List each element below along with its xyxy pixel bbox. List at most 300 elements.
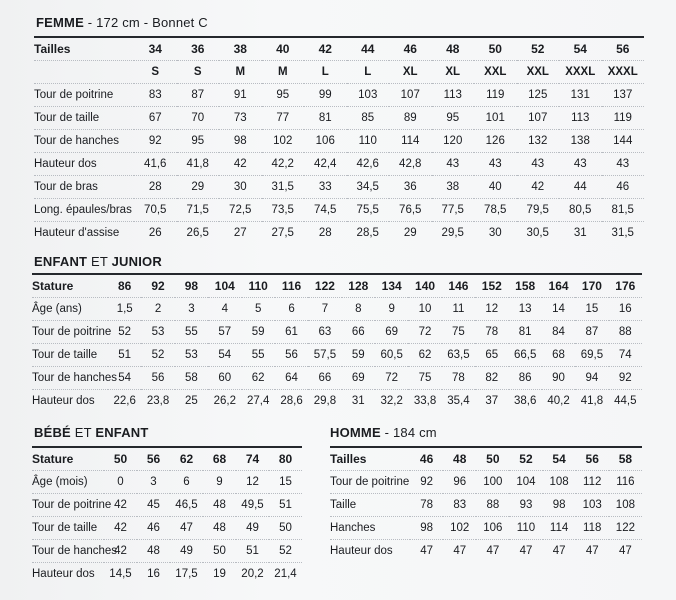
enfant-junior-title-mid: ET <box>87 254 112 269</box>
header-label: Stature <box>32 452 74 466</box>
value-cell: 26,2 <box>208 390 241 413</box>
letter-size-cell: XL <box>389 61 432 84</box>
value-cell: 41,6 <box>134 153 177 176</box>
value-cell: 125 <box>517 84 560 107</box>
value-cell: 46 <box>137 517 170 540</box>
value-cell: 113 <box>559 107 602 130</box>
value-cell: 47 <box>443 540 476 563</box>
value-cell: 65 <box>475 344 508 367</box>
header-cell: 56 <box>585 452 599 466</box>
value-cell: 93 <box>509 494 542 517</box>
header-cell: 50 <box>488 42 502 56</box>
letter-size-cell: XXL <box>517 61 560 84</box>
value-cell: 137 <box>602 84 645 107</box>
value-cell: 43 <box>517 153 560 176</box>
value-cell: 98 <box>219 130 262 153</box>
value-cell: 92 <box>134 130 177 153</box>
value-cell: 49 <box>170 540 203 563</box>
value-cell: 31,5 <box>262 176 305 199</box>
table-row <box>34 107 644 130</box>
header-row <box>32 275 642 298</box>
value-cell: 30,5 <box>517 222 560 245</box>
letter-size-cell: S <box>134 61 177 84</box>
value-cell: 33,8 <box>408 390 441 413</box>
header-cell: 48 <box>453 452 467 466</box>
value-cell: 126 <box>474 130 517 153</box>
value-cell: 102 <box>262 130 305 153</box>
value-cell: 66 <box>308 367 341 390</box>
table-row <box>330 540 642 563</box>
value-cell: 55 <box>242 344 275 367</box>
header-cell: 110 <box>248 279 268 293</box>
value-cell: 47 <box>609 540 642 563</box>
value-cell: 68 <box>542 344 575 367</box>
value-cell: 9 <box>203 471 236 494</box>
value-cell: 27 <box>219 222 262 245</box>
value-cell: 116 <box>609 471 642 494</box>
value-cell: 23,8 <box>141 390 174 413</box>
value-cell: 70 <box>177 107 220 130</box>
femme-table-body <box>34 38 644 244</box>
header-cell: 134 <box>381 279 402 293</box>
value-cell: 44,5 <box>609 390 642 413</box>
table-row <box>330 517 642 540</box>
header-cell: 50 <box>486 452 500 466</box>
header-cell: 68 <box>212 452 227 466</box>
value-cell: 42 <box>219 153 262 176</box>
value-cell: 78 <box>442 367 475 390</box>
value-cell: 50 <box>203 540 236 563</box>
bebe-enfant-title-mid: ET <box>70 425 96 440</box>
femme-title-main: FEMME <box>36 15 84 30</box>
header-label: Tailles <box>330 452 367 466</box>
letter-size-row <box>34 61 644 84</box>
value-cell: 72,5 <box>219 199 262 222</box>
value-cell: 43 <box>602 153 645 176</box>
value-cell: 15 <box>575 298 608 321</box>
value-cell: 70,5 <box>134 199 177 222</box>
letter-size-cell: M <box>219 61 262 84</box>
value-cell: 90 <box>542 367 575 390</box>
value-cell: 47 <box>576 540 609 563</box>
homme-title <box>330 425 437 440</box>
value-cell: 31 <box>559 222 602 245</box>
header-label: Tailles <box>34 42 71 56</box>
value-cell: 41,8 <box>177 153 220 176</box>
value-cell: 61 <box>275 321 308 344</box>
value-cell: 1,5 <box>108 298 141 321</box>
value-cell: 87 <box>177 84 220 107</box>
value-cell: 58 <box>175 367 208 390</box>
value-cell: 43 <box>474 153 517 176</box>
header-cell: 50 <box>113 452 128 466</box>
value-cell: 57,5 <box>308 344 341 367</box>
value-cell: 51 <box>269 494 302 517</box>
value-cell: 91 <box>219 84 262 107</box>
value-cell: 87 <box>575 321 608 344</box>
value-cell: 29 <box>389 222 432 245</box>
femme-subtitle: - 172 cm - Bonnet C <box>83 15 208 30</box>
letter-size-cell: XL <box>432 61 475 84</box>
value-cell: 83 <box>443 494 476 517</box>
table-row <box>34 153 644 176</box>
table-row <box>34 222 644 245</box>
row-label: Tour de poitrine <box>34 84 134 107</box>
header-row <box>34 38 644 61</box>
value-cell: 47 <box>543 540 576 563</box>
value-cell: 102 <box>443 517 476 540</box>
header-cell: 48 <box>446 42 460 56</box>
value-cell: 81 <box>304 107 347 130</box>
bebe-enfant-title-a: BÉBÉ <box>34 425 71 440</box>
value-cell: 43 <box>432 153 475 176</box>
value-cell: 28,5 <box>347 222 390 245</box>
value-cell: 79,5 <box>517 199 560 222</box>
table-row <box>34 176 644 199</box>
value-cell: 17,5 <box>170 563 203 586</box>
homme-title-main: HOMME <box>330 425 381 440</box>
value-cell: 100 <box>476 471 509 494</box>
table-row <box>32 563 302 586</box>
header-cell: 86 <box>118 279 132 293</box>
value-cell: 54 <box>108 367 141 390</box>
table-row <box>32 517 302 540</box>
value-cell: 22,6 <box>108 390 141 413</box>
value-cell: 114 <box>389 130 432 153</box>
value-cell: 53 <box>141 321 174 344</box>
value-cell: 52 <box>141 344 174 367</box>
value-cell: 5 <box>242 298 275 321</box>
value-cell: 104 <box>509 471 542 494</box>
value-cell: 63,5 <box>442 344 475 367</box>
row-label: Taille <box>330 494 410 517</box>
value-cell: 15 <box>269 471 302 494</box>
value-cell: 26,5 <box>177 222 220 245</box>
table-row <box>32 298 642 321</box>
header-cell: 58 <box>618 452 633 466</box>
value-cell: 30 <box>219 176 262 199</box>
value-cell: 98 <box>543 494 576 517</box>
value-cell: 40 <box>474 176 517 199</box>
value-cell: 92 <box>410 471 443 494</box>
value-cell: 41,8 <box>575 390 608 413</box>
value-cell: 26 <box>134 222 177 245</box>
value-cell: 80,5 <box>559 199 602 222</box>
letter-size-cell: S <box>177 61 220 84</box>
value-cell: 75,5 <box>347 199 390 222</box>
value-cell: 78,5 <box>474 199 517 222</box>
header-cell: 52 <box>531 42 545 56</box>
value-cell: 52 <box>108 321 141 344</box>
value-cell: 36 <box>389 176 432 199</box>
row-label: Âge (ans) <box>32 298 108 321</box>
value-cell: 113 <box>432 84 475 107</box>
header-cell: 46 <box>419 452 434 466</box>
table-row <box>32 471 302 494</box>
enfant-junior-title-a: ENFANT <box>34 254 88 269</box>
value-cell: 131 <box>559 84 602 107</box>
table-row <box>330 471 642 494</box>
value-cell: 81,5 <box>602 199 645 222</box>
header-cell: 164 <box>548 279 569 293</box>
header-cell: 152 <box>481 279 502 293</box>
table-row <box>32 367 642 390</box>
value-cell: 13 <box>509 298 542 321</box>
value-cell: 25 <box>175 390 208 413</box>
value-cell: 46,5 <box>170 494 203 517</box>
value-cell: 103 <box>576 494 609 517</box>
value-cell: 64 <box>275 367 308 390</box>
letter-size-cell: XXXL <box>602 61 645 84</box>
value-cell: 28 <box>304 222 347 245</box>
value-cell: 28,6 <box>275 390 308 413</box>
value-cell: 3 <box>175 298 208 321</box>
value-cell: 16 <box>137 563 170 586</box>
value-cell: 47 <box>509 540 542 563</box>
value-cell: 83 <box>134 84 177 107</box>
header-cell: 44 <box>361 42 375 56</box>
value-cell: 72 <box>408 321 441 344</box>
value-cell: 33 <box>304 176 347 199</box>
value-cell: 95 <box>177 130 220 153</box>
value-cell: 75 <box>442 321 475 344</box>
row-label: Tour de taille <box>32 344 108 367</box>
value-cell: 42 <box>104 494 137 517</box>
header-cell: 170 <box>581 279 602 293</box>
bebe-enfant-table-body <box>32 448 302 585</box>
bebe-enfant-title-b: ENFANT <box>95 425 149 440</box>
letter-size-label <box>34 61 134 84</box>
table-row <box>32 390 642 413</box>
header-cell: 92 <box>151 279 165 293</box>
value-cell: 47 <box>170 517 203 540</box>
header-cell: 116 <box>281 279 302 293</box>
value-cell: 69,5 <box>575 344 608 367</box>
value-cell: 20,2 <box>236 563 269 586</box>
value-cell: 12 <box>475 298 508 321</box>
header-cell: 54 <box>552 452 566 466</box>
value-cell: 94 <box>575 367 608 390</box>
row-label: Hauteur dos <box>32 390 108 413</box>
value-cell: 47 <box>410 540 443 563</box>
header-label: Stature <box>32 279 74 293</box>
table-row <box>330 494 642 517</box>
value-cell: 60 <box>208 367 241 390</box>
value-cell: 122 <box>609 517 642 540</box>
table-row <box>34 199 644 222</box>
row-label: Hauteur dos <box>330 540 410 563</box>
value-cell: 110 <box>347 130 390 153</box>
row-label: Hauteur dos <box>32 563 104 586</box>
header-cell: 122 <box>314 279 335 293</box>
header-cell: 56 <box>146 452 161 466</box>
row-label: Hauteur dos <box>34 153 134 176</box>
value-cell: 138 <box>559 130 602 153</box>
value-cell: 57 <box>208 321 241 344</box>
value-cell: 73,5 <box>262 199 305 222</box>
row-label: Tour de taille <box>34 107 134 130</box>
header-cell: 158 <box>515 279 536 293</box>
value-cell: 42 <box>104 540 137 563</box>
header-cell: 146 <box>448 279 469 293</box>
value-cell: 42,4 <box>304 153 347 176</box>
enfant-junior-title <box>34 254 162 269</box>
letter-size-cell: M <box>262 61 305 84</box>
value-cell: 95 <box>262 84 305 107</box>
value-cell: 132 <box>517 130 560 153</box>
value-cell: 8 <box>342 298 375 321</box>
value-cell: 42,2 <box>262 153 305 176</box>
value-cell: 49 <box>236 517 269 540</box>
value-cell: 53 <box>175 344 208 367</box>
value-cell: 31,5 <box>602 222 645 245</box>
value-cell: 107 <box>517 107 560 130</box>
row-label: Tour de hanches <box>32 540 104 563</box>
header-cell: 176 <box>615 279 636 293</box>
enfant-junior-title-b: JUNIOR <box>111 254 162 269</box>
value-cell: 82 <box>475 367 508 390</box>
value-cell: 144 <box>602 130 645 153</box>
value-cell: 40,2 <box>542 390 575 413</box>
value-cell: 81 <box>509 321 542 344</box>
value-cell: 29,8 <box>308 390 341 413</box>
table-row <box>32 540 302 563</box>
row-label: Tour de hanches <box>34 130 134 153</box>
value-cell: 34,5 <box>347 176 390 199</box>
value-cell: 101 <box>474 107 517 130</box>
value-cell: 48 <box>203 494 236 517</box>
value-cell: 47 <box>476 540 509 563</box>
table-row <box>32 344 642 367</box>
header-cell: 74 <box>245 452 260 466</box>
value-cell: 48 <box>203 517 236 540</box>
value-cell: 120 <box>432 130 475 153</box>
header-cell: 40 <box>276 42 290 56</box>
header-row <box>330 448 642 471</box>
header-cell: 36 <box>191 42 205 56</box>
value-cell: 89 <box>389 107 432 130</box>
letter-size-cell: L <box>347 61 390 84</box>
value-cell: 4 <box>208 298 241 321</box>
value-cell: 77 <box>262 107 305 130</box>
header-cell: 42 <box>318 42 332 56</box>
row-label: Tour de bras <box>34 176 134 199</box>
value-cell: 59 <box>242 321 275 344</box>
value-cell: 60,5 <box>375 344 408 367</box>
value-cell: 30 <box>474 222 517 245</box>
value-cell: 75 <box>408 367 441 390</box>
value-cell: 85 <box>347 107 390 130</box>
femme-table <box>34 38 644 244</box>
table-row <box>34 84 644 107</box>
value-cell: 45 <box>137 494 170 517</box>
value-cell: 31 <box>342 390 375 413</box>
row-label: Âge (mois) <box>32 471 104 494</box>
row-label: Tour de taille <box>32 517 104 540</box>
value-cell: 112 <box>576 471 609 494</box>
header-cell: 128 <box>348 279 369 293</box>
value-cell: 35,4 <box>442 390 475 413</box>
header-cell: 38 <box>233 42 247 56</box>
value-cell: 6 <box>275 298 308 321</box>
homme-table <box>330 448 642 562</box>
value-cell: 51 <box>236 540 269 563</box>
value-cell: 54 <box>208 344 241 367</box>
value-cell: 69 <box>342 367 375 390</box>
value-cell: 29,5 <box>432 222 475 245</box>
value-cell: 43 <box>559 153 602 176</box>
row-label: Hanches <box>330 517 410 540</box>
value-cell: 12 <box>236 471 269 494</box>
value-cell: 14,5 <box>104 563 137 586</box>
value-cell: 21,4 <box>269 563 302 586</box>
value-cell: 67 <box>134 107 177 130</box>
header-cell: 34 <box>148 42 162 56</box>
value-cell: 98 <box>410 517 443 540</box>
value-cell: 52 <box>269 540 302 563</box>
letter-size-cell: XXXL <box>559 61 602 84</box>
value-cell: 88 <box>476 494 509 517</box>
value-cell: 71,5 <box>177 199 220 222</box>
value-cell: 107 <box>389 84 432 107</box>
homme-table-body <box>330 448 642 562</box>
value-cell: 119 <box>474 84 517 107</box>
value-cell: 110 <box>509 517 542 540</box>
row-label: Tour de hanches <box>32 367 108 390</box>
value-cell: 28 <box>134 176 177 199</box>
value-cell: 46 <box>602 176 645 199</box>
value-cell: 42 <box>517 176 560 199</box>
value-cell: 7 <box>308 298 341 321</box>
value-cell: 72 <box>375 367 408 390</box>
row-label: Hauteur d'assise <box>34 222 134 245</box>
header-cell: 52 <box>519 452 533 466</box>
value-cell: 96 <box>443 471 476 494</box>
value-cell: 108 <box>609 494 642 517</box>
value-cell: 19 <box>203 563 236 586</box>
value-cell: 48 <box>137 540 170 563</box>
value-cell: 66 <box>342 321 375 344</box>
value-cell: 103 <box>347 84 390 107</box>
value-cell: 10 <box>408 298 441 321</box>
value-cell: 42,8 <box>389 153 432 176</box>
row-label: Tour de poitrine <box>32 494 104 517</box>
value-cell: 84 <box>542 321 575 344</box>
value-cell: 3 <box>137 471 170 494</box>
value-cell: 69 <box>375 321 408 344</box>
row-label: Tour de poitrine <box>330 471 410 494</box>
enfant-junior-table <box>32 275 642 412</box>
homme-subtitle: - 184 cm <box>380 425 437 440</box>
value-cell: 27,4 <box>242 390 275 413</box>
value-cell: 55 <box>175 321 208 344</box>
value-cell: 106 <box>476 517 509 540</box>
header-cell: 140 <box>415 279 436 293</box>
value-cell: 56 <box>275 344 308 367</box>
femme-title <box>36 15 208 30</box>
value-cell: 99 <box>304 84 347 107</box>
value-cell: 73 <box>219 107 262 130</box>
value-cell: 51 <box>108 344 141 367</box>
row-label: Long. épaules/bras <box>34 199 134 222</box>
value-cell: 42,6 <box>347 153 390 176</box>
value-cell: 29 <box>177 176 220 199</box>
value-cell: 92 <box>609 367 642 390</box>
letter-size-cell: L <box>304 61 347 84</box>
value-cell: 38 <box>432 176 475 199</box>
header-cell: 62 <box>179 452 194 466</box>
table-row <box>32 321 642 344</box>
